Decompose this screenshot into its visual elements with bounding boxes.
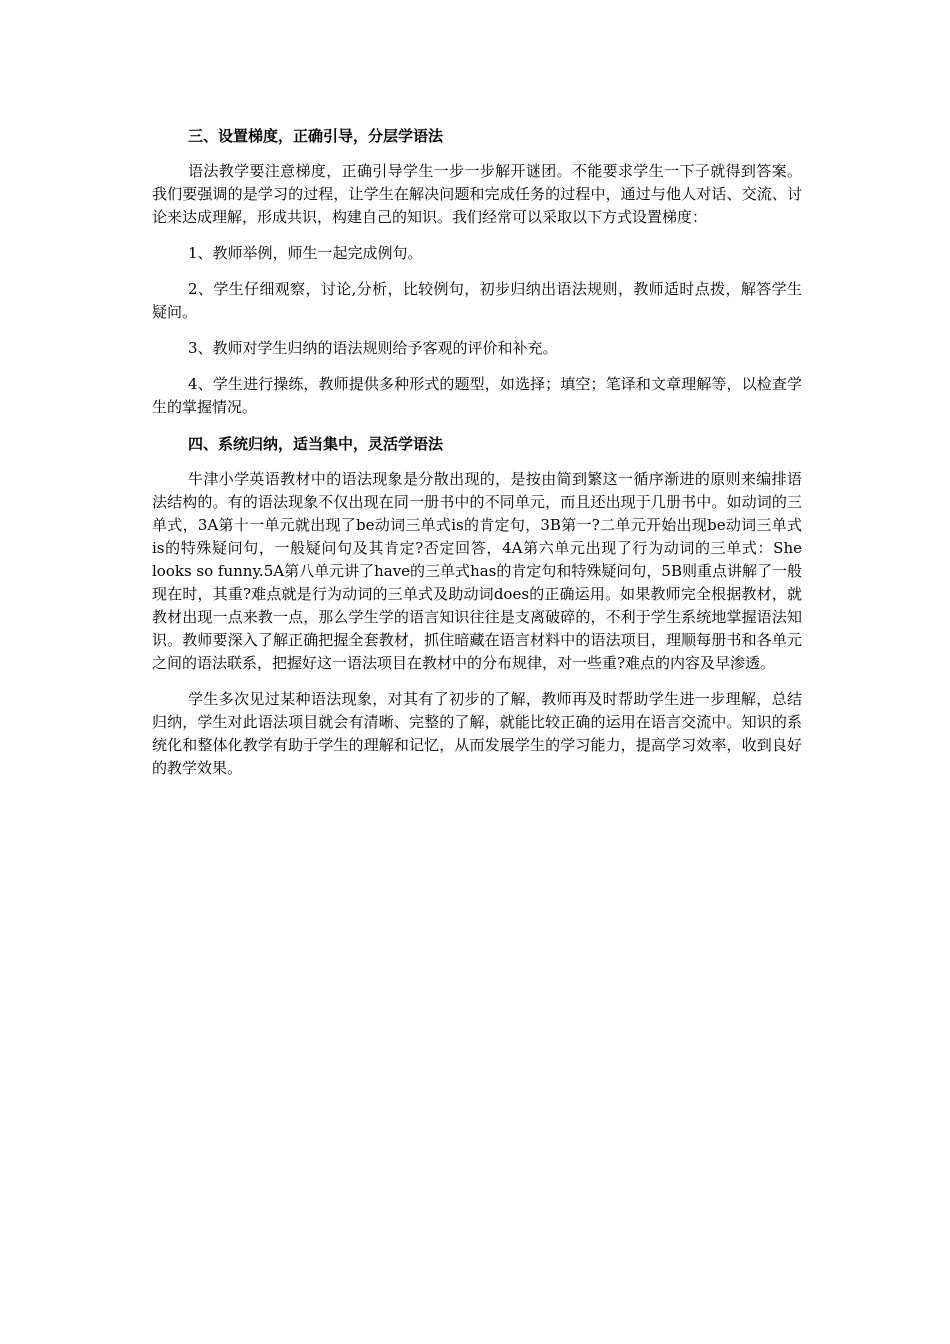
list-item-1: 1、教师举例，师生一起完成例句。: [188, 244, 423, 262]
paragraph: 牛津小学英语教材中的语法现象是分散出现的，是按由简到繁这一循序渐进的原则来编排语法结构的。有的语法现象不仅出现在同一册书中的不同单元，而且还出现于几册书中。如动词的三单式，3A第十一单元就出现了be动词三单式is的肯定句，3B第一?二单元开始出现be动词三单式is的特殊疑问句，一般疑问句及其肯定?否定回答，4A第六单元出现了行为动词的三单式：She looks so funny.5A第八单元讲了have的三单式has的肯定句和特殊疑问句，5B则重点讲解了一般现在时，其重?难点就是行为动词的三单式及助动词does的正确运用。如果教师完全根据教材，就教材出现一点来教一点，那么学生学的语言知识往往是支离破碎的，不利于学生系统地掌握语法知识。教师要深入了解正确把握全套教材，抓住暗藏在语言材料中的语法项目，理顺每册书和各单元之间的语法联系，把握好这一语法项目在教材中的分布规律，对一些重?难点的内容及早渗透。: [152, 470, 802, 672]
paragraph: 学生多次见过某种语法现象，对其有了初步的了解，教师再及时帮助学生进一步理解，总结归纳，学生对此语法项目就会有清晰、完整的了解，就能比较正确的运用在语言交流中。知识的系统化和整体化教学有助于学生的理解和记忆，从而发展学生的学习能力，提高学习效率，收到良好的教学效果。: [152, 690, 802, 777]
list-item-3: 3、教师对学生归纳的语法规则给予客观的评价和补充。: [188, 339, 558, 357]
list-item-4: 4、学生进行操练，教师提供多种形式的题型，如选择；填空；笔译和文章理解等，以检查学生的掌握情况。: [152, 375, 802, 416]
list-item-2: 2、学生仔细观察，讨论,分析，比较例句，初步归纳出语法规则，教师适时点拨，解答学生疑问。: [152, 280, 802, 321]
section-heading-3: 三、设置梯度，正确引导，分层学语法: [188, 127, 444, 145]
paragraph: 语法教学要注意梯度，正确引导学生一步一步解开谜团。不能要求学生一下子就得到答案。我们要强调的是学习的过程，让学生在解决问题和完成任务的过程中，通过与他人对话、交流、讨论来达成理解，形成共识，构建自己的知识。我们经常可以采取以下方式设置梯度：: [152, 162, 802, 226]
section-heading-4: 四、系统归纳，适当集中，灵活学语法: [188, 435, 444, 453]
document-body: [152, 124, 802, 793]
